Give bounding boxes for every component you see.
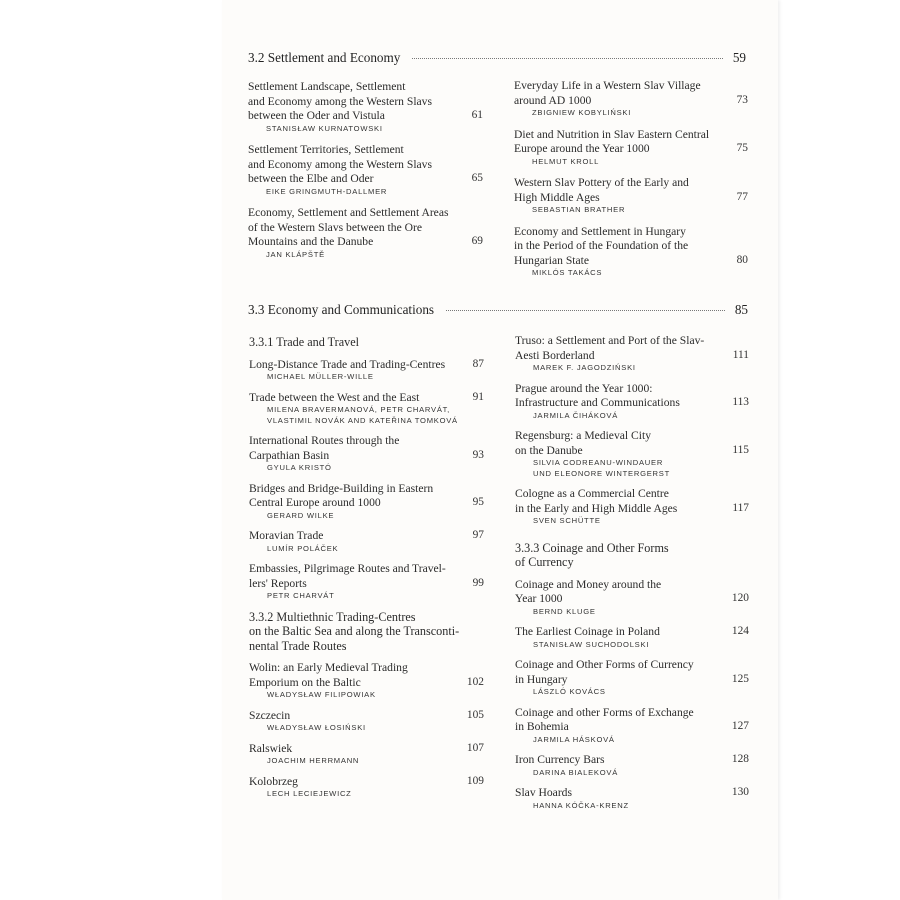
section-3-2-right-column — [514, 79, 748, 288]
entry-author: EIKE GRINGMUTH-DALLMER — [266, 186, 388, 196]
toc-entry[interactable] — [514, 225, 748, 279]
entry-page-number: 93 — [472, 448, 484, 461]
entry-title-line: Moravian Trade — [249, 529, 324, 542]
entry-page-number: 102 — [466, 675, 484, 688]
section-3-3-left-column — [249, 335, 484, 808]
entry-author: STANISŁAW SUCHODOLSKI — [533, 639, 650, 649]
entry-title-line: between the Oder and Vistula — [248, 109, 385, 122]
toc-entry[interactable] — [515, 753, 749, 778]
subsection-3-3-1-heading: 3.3.1 Trade and Travel — [249, 335, 360, 349]
subsection-3-3-2-continued-list — [515, 334, 749, 527]
entry-author: MAREK F. JAGODZIŃSKI — [533, 363, 636, 372]
entry-page-number: 97 — [472, 529, 484, 541]
section-page: 85 — [734, 302, 748, 317]
entry-page-number: 128 — [731, 753, 749, 765]
subsection-3-3-1-list — [249, 358, 484, 602]
section-page: 59 — [732, 50, 746, 65]
entry-author: SILVIA CODREANU-WINDAUER — [533, 458, 664, 467]
entry-title-line: Emporium on the Baltic — [249, 675, 361, 689]
toc-entry[interactable] — [515, 658, 749, 698]
entry-author: WŁADYSŁAW FILIPOWIAK — [267, 690, 376, 699]
entry-title-line: Regensburg: a Medieval City — [515, 429, 651, 442]
entry-title-line: Mountains and the Danube — [248, 235, 374, 248]
subsection-3-3-3-list — [515, 578, 749, 812]
entry-page-number: 117 — [732, 501, 749, 514]
entry-author: LECH LECIEJEWICZ — [267, 789, 352, 798]
entry-page-number: 99 — [472, 576, 484, 589]
entry-title-line: Coinage and Other Forms of Currency — [515, 658, 694, 671]
entry-author: ZBIGNIEW KOBYLIŃSKI — [532, 108, 632, 117]
entry-title-line: and Economy among the Western Slavs — [248, 157, 432, 171]
toc-entry[interactable] — [248, 80, 483, 134]
entry-page-number: 120 — [731, 592, 749, 604]
entry-title-line: Economy, Settlement and Settlement Areas — [248, 206, 449, 219]
entry-author: JARMILA ČIHÁKOVÁ — [533, 410, 619, 420]
entry-author: STANISŁAW KURNATOWSKI — [266, 123, 383, 133]
entry-title-line: Cologne as a Commercial Centre — [515, 487, 669, 500]
toc-entry[interactable] — [249, 742, 484, 767]
entry-title-line: Slav Hoards — [515, 786, 572, 799]
entry-author: WŁADYSŁAW ŁOSIŃSKI — [267, 723, 366, 732]
entry-title-line: Settlement Landscape, Settlement — [248, 80, 406, 93]
entry-author: LUMÍR POLÁČEK — [267, 543, 339, 553]
entry-title-line: Infrastructure and Communications — [515, 396, 680, 409]
subsection-3-3-2-list — [249, 661, 484, 800]
toc-entry[interactable] — [249, 709, 484, 734]
toc-entry[interactable] — [515, 487, 749, 527]
entry-author: HELMUT KROLL — [532, 156, 600, 166]
entry-page-number: 61 — [471, 109, 483, 121]
entry-title-line: Prague around the Year 1000: — [515, 381, 653, 395]
entry-title-line: Europe around the Year 1000 — [514, 142, 650, 155]
entry-page-number: 87 — [472, 357, 484, 370]
entry-title-line: Coinage and Money around the — [515, 577, 662, 591]
entry-page-number: 77 — [736, 190, 748, 203]
entry-page-number: 107 — [466, 741, 484, 754]
toc-entry[interactable] — [515, 429, 749, 479]
entry-author: GERARD WILKE — [267, 510, 335, 520]
entry-page-number: 124 — [731, 625, 749, 637]
entry-title-line: Bridges and Bridge-Building in Eastern — [249, 481, 434, 495]
entry-title-line: in the Period of the Foundation of the — [514, 239, 689, 252]
toc-entry[interactable] — [515, 625, 749, 650]
entry-author: DARINA BIALEKOVÁ — [533, 767, 619, 777]
entry-page-number: 125 — [731, 672, 749, 685]
entry-page-number: 75 — [736, 142, 748, 154]
toc-entry[interactable] — [515, 578, 749, 618]
entry-title-line: Kolobrzeg — [249, 774, 298, 788]
section-title: 3.3 Economy and Communications — [248, 302, 435, 317]
toc-entry[interactable] — [515, 706, 749, 746]
toc-entry[interactable] — [248, 143, 483, 197]
entry-title-line: International Routes through the — [249, 434, 400, 447]
toc-entry[interactable] — [514, 128, 748, 168]
entry-title-line: Everyday Life in a Western Slav Village — [514, 79, 701, 92]
entry-title-line: in Hungary — [515, 672, 568, 686]
entry-title-line: Trade between the West and the East — [249, 390, 420, 404]
toc-entry[interactable] — [514, 176, 748, 216]
entry-title-line: Central Europe around 1000 — [249, 496, 381, 509]
entry-page-number: 65 — [471, 172, 483, 184]
entry-page-number: 127 — [731, 720, 749, 732]
entry-title-line: and Economy among the Western Slavs — [248, 94, 432, 108]
entry-title-line: between the Elbe and Oder — [248, 172, 374, 185]
entry-page-number: 109 — [466, 774, 484, 787]
subsection-3-3-3-heading: 3.3.3 Coinage and Other Forms of Currency — [515, 540, 669, 569]
entry-title-line: Embassies, Pilgrimage Routes and Travel- — [249, 562, 446, 575]
toc-entry[interactable] — [515, 334, 749, 374]
toc-entry[interactable] — [249, 529, 484, 554]
entry-author: PETR CHARVÁT — [267, 591, 335, 600]
section-3-2-left-column — [248, 80, 483, 269]
entry-title-line: Truso: a Settlement and Port of the Slav- — [515, 334, 705, 347]
entry-author: SEBASTIAN BRATHER — [532, 205, 626, 214]
toc-entry[interactable] — [249, 358, 484, 383]
toc-entry[interactable] — [249, 391, 484, 427]
entry-page-number: 130 — [731, 786, 749, 798]
entry-title-line: Wolin: an Early Medieval Trading — [249, 661, 408, 674]
entry-author: JOACHIM HERRMANN — [267, 756, 360, 765]
entry-author: MICHAEL MÜLLER-WILLE — [267, 372, 374, 381]
toc-entry[interactable] — [249, 434, 484, 474]
entry-title-line: Ralswiek — [249, 741, 293, 755]
entry-title-line: Coinage and other Forms of Exchange — [515, 705, 694, 719]
entry-author: LÁSZLÓ KOVÁCS — [533, 687, 606, 696]
entry-author: SVEN SCHÜTTE — [533, 516, 601, 525]
entry-title-line: High Middle Ages — [514, 190, 600, 204]
entry-title-line: Iron Currency Bars — [515, 753, 605, 766]
entry-author: JAN KLÁPŠTĚ — [266, 249, 325, 259]
entry-page-number: 80 — [736, 253, 748, 266]
entry-page-number: 73 — [736, 93, 748, 106]
entry-author: MIKLÓS TAKÁCS — [532, 268, 603, 277]
section-3-3-heading — [248, 302, 748, 318]
entry-title-line: around AD 1000 — [514, 93, 592, 107]
entry-page-number: 113 — [732, 396, 749, 408]
entry-title-line: of the Western Slavs between the Ore — [248, 220, 422, 234]
entry-title-line: Western Slav Pottery of the Early and — [514, 176, 689, 189]
subsection-3-3-2-heading: 3.3.2 Multiethnic Trading-Centres on the Baltic Sea and along the Transconti- nental Trade Routes — [249, 609, 460, 653]
entry-title-line: in Bohemia — [515, 720, 569, 733]
entry-title-line: Carpathian Basin — [249, 448, 330, 462]
entry-title-line: Szczecin — [249, 708, 291, 722]
toc-entry[interactable] — [249, 775, 484, 800]
entry-title-line: Year 1000 — [515, 592, 563, 605]
section-3-3-right-column — [515, 334, 749, 819]
entry-page-number: 115 — [732, 443, 749, 456]
entry-author: MILENA BRAVERMANOVÁ, PETR CHARVÁT, — [267, 405, 451, 414]
leader-dots — [446, 310, 725, 311]
entry-title-line: Diet and Nutrition in Slav Eastern Central — [514, 127, 710, 141]
entry-title-line: Aesti Borderland — [515, 348, 595, 362]
entry-title-line: on the Danube — [515, 443, 583, 457]
entry-title-line: lers' Reports — [249, 576, 307, 590]
toc-entry[interactable] — [515, 786, 749, 811]
entry-author: GYULA KRISTÓ — [267, 463, 332, 472]
toc-entry[interactable] — [248, 206, 483, 260]
entry-author: VLASTIMIL NOVÁK AND KATEŘINA TOMKOVÁ — [267, 415, 458, 425]
toc-entry[interactable] — [249, 661, 484, 701]
leader-dots — [412, 58, 722, 59]
entry-title-line: in the Early and High Middle Ages — [515, 501, 678, 515]
entry-page-number: 69 — [471, 235, 483, 247]
section-title: 3.2 Settlement and Economy — [248, 50, 401, 65]
entry-title-line: Hungarian State — [514, 253, 590, 267]
section-3-2-heading — [248, 50, 746, 66]
entry-author: BERND KLUGE — [533, 606, 596, 616]
entry-title-line: The Earliest Coinage in Poland — [515, 625, 660, 638]
toc-entry[interactable] — [515, 382, 749, 422]
entry-author: UND ELEONORE WINTERGERST — [533, 468, 670, 478]
entry-author: JARMILA HÁSKOVÁ — [533, 734, 615, 744]
toc-entry[interactable] — [249, 482, 484, 522]
entry-page-number: 91 — [472, 390, 484, 403]
entry-page-number: 111 — [732, 348, 749, 361]
entry-title-line: Economy and Settlement in Hungary — [514, 224, 686, 238]
toc-entry[interactable] — [514, 79, 748, 119]
toc-entry[interactable] — [249, 562, 484, 602]
entry-page-number: 105 — [466, 708, 484, 721]
entry-title-line: Long-Distance Trade and Trading-Centres — [249, 357, 446, 371]
entry-page-number: 95 — [472, 496, 484, 508]
entry-title-line: Settlement Territories, Settlement — [248, 143, 404, 156]
entry-author: HANNA KÓČKA-KRENZ — [533, 800, 629, 810]
